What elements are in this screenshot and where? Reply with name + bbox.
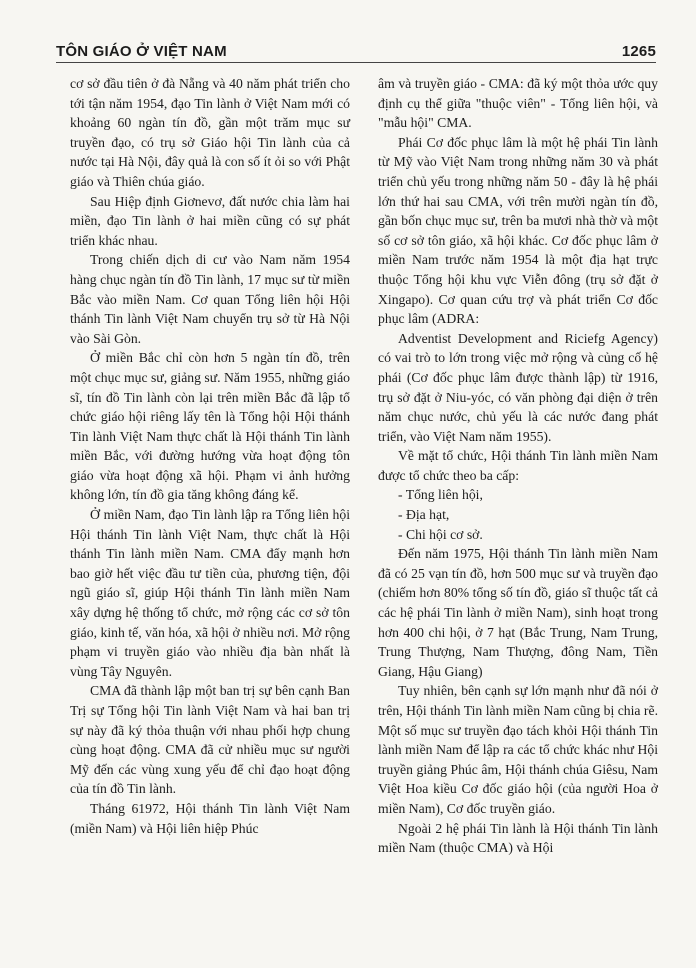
left-column bbox=[70, 74, 350, 838]
header-rule bbox=[56, 62, 656, 63]
paragraph: Tuy nhiên, bên cạnh sự lớn mạnh như đã nói ở trên, Hội thánh Tin lành miền Nam cũng bị chia rẽ. Một số mục sư truyền đạo tách khỏi Hội thánh Tin lành miền Nam để lập ra các tổ chức khác như Hội truyền giảng Phúc âm, Hội thánh chúa Giêsu, Nam Việt Hoa kiều Cơ đốc giáo hội (của người Hoa ở miền Nam), Cơ đốc truyền giáo. bbox=[378, 683, 658, 816]
paragraph: Ngoài 2 hệ phái Tin lành là Hội thánh Tin lành miền Nam (thuộc CMA) và Hội bbox=[378, 820, 658, 856]
running-header bbox=[56, 34, 656, 60]
paragraph: Adventist Development and Riciefg Agency) có vai trò to lớn trong việc mở rộng và củng cố hệ phái (Cơ đốc phục lâm được thành lập) từ 1916, trụ sở đặt ở Niu-yóc, có văn phòng đại diện ở trên năm chục nước, chủ yếu là các nước đang phát triển, vào Việt Nam năm 1955). bbox=[378, 330, 658, 444]
paragraph: cơ sở đầu tiên ở đà Nẵng và 40 năm phát triển cho tới tận năm 1954, đạo Tin lành ở Việt Nam mới có khoảng 60 ngàn tín đồ, gần một trăm mục sư truyền đạo, có trụ sở Giáo hội Tin lành của cả nước tại Hà Nội, đây quả là con số ít ỏi so với Phật giáo và Thiên chúa giáo. bbox=[70, 76, 350, 189]
paragraph: Ở miền Nam, đạo Tin lành lập ra Tổng liên hội Hội thánh Tin lành Việt Nam, thực chất là Hội thánh Tin lành miền Nam. CMA đẩy mạnh hơn bao giờ hết việc đầu tư tiền của, phương tiện, đội ngũ giáo sĩ, giúp Hội thánh Tin lành miền Nam xây dựng hệ thống tổ chức, mở rộng các cơ sở tôn giáo, kinh tế, văn hóa, xã hội ở nhiều nơi. Mở rộng phạm vi truyền giáo vào nhiều địa bàn nhất là vùng Tây Nguyên. bbox=[70, 507, 350, 679]
list-item: - Chi hội cơ sở. bbox=[398, 526, 483, 542]
list-item: - Tổng liên hội, bbox=[398, 487, 483, 503]
page-number: 1265 bbox=[621, 43, 656, 60]
paragraph: âm và truyền giáo - CMA: đã ký một thỏa ước quy định cụ thể giữa "thuộc viên" - Tổng liên hội, và "mẫu hội" CMA. bbox=[378, 76, 658, 131]
paragraph: CMA đã thành lập một ban trị sự bên cạnh Ban Trị sự Tổng hội Tin lành Việt Nam và hai ban trị sự này đã ký thỏa thuận với nhau phối hợp chung cùng hoạt động. CMA đã cử nhiều mục sư người Mỹ đến các vùng xung yếu để chỉ đạo hoạt động của tín đồ Tin lành. bbox=[70, 683, 350, 797]
paragraph: Tháng 61972, Hội thánh Tin lành Việt Nam (miền Nam) và Hội liên hiệp Phúc bbox=[70, 800, 350, 836]
paragraph: Trong chiến dịch di cư vào Nam năm 1954 hàng chục ngàn tín đồ Tin lành, 17 mục sư từ miền Bắc vào miền Nam. Cơ quan Tổng liên hội Hội thánh Tin lành Việt Nam chuyển trụ sở từ Hà Nội vào Sài Gòn. bbox=[70, 252, 350, 346]
running-title: TÔN GIÁO Ở VIỆT NAM bbox=[56, 43, 227, 60]
paragraph: Sau Hiệp định Giơnevơ, đất nước chia làm hai miền, đạo Tin lành ở hai miền cũng có sự phát triển khác nhau. bbox=[70, 193, 350, 248]
right-column bbox=[378, 74, 658, 858]
paragraph: Về mặt tổ chức, Hội thánh Tin lành miền Nam được tổ chức theo ba cấp: bbox=[378, 448, 658, 483]
paragraph: Phái Cơ đốc phục lâm là một hệ phái Tin lành từ Mỹ vào Việt Nam trong những năm 30 và phát triển chủ yếu trong những năm 50 - đây là hệ phái lớn thứ hai sau CMA, với trên mười ngàn tín đồ, gần bốn chục mục sư, trên ba mươi nhà thờ và một số cơ sở tôn giáo, xã hội khác. Cơ đốc phục lâm ở miền Nam trước năm 1954 là một địa hạt trực thuộc Tổng hội khu vực Viễn đông (trụ sở đặt ở Xingapo). Cơ quan cứu trợ và phát triển Cơ đốc phục lâm (ADRA: bbox=[378, 134, 658, 327]
paragraph: Ở miền Bắc chỉ còn hơn 5 ngàn tín đồ, trên một chục mục sư, giảng sư. Năm 1955, những giáo sĩ, tín đồ Tin lành còn lại trên miền Bắc đã lập tổ chức giáo hội riêng lấy tên là Tổng hội Hội thánh Tin lành Việt Nam thực chất là Hội thánh Tin lành miền Bắc, với đường hướng vừa hoạt động tôn giáo vừa hoạt động xã hội. Phạm vi ảnh hưởng không lớn, tín đồ gia tăng không đáng kể. bbox=[70, 350, 350, 503]
paragraph: Đến năm 1975, Hội thánh Tin lành miền Nam đã có 25 vạn tín đồ, hơn 500 mục sư và truyền đạo (chiếm hơn 80% tổng số tín đồ, giáo sĩ thuộc tất cả các hệ phái Tin lành ở miền Nam), sinh hoạt trong hơn 400 chi hội, ở 7 hạt (Bắc Trung, Nam Trung, Trung Thượng, Nam Thượng, đông Nam, Tiền Giang, Hậu Giang) bbox=[378, 546, 658, 679]
list-item: - Địa hạt, bbox=[398, 507, 450, 523]
